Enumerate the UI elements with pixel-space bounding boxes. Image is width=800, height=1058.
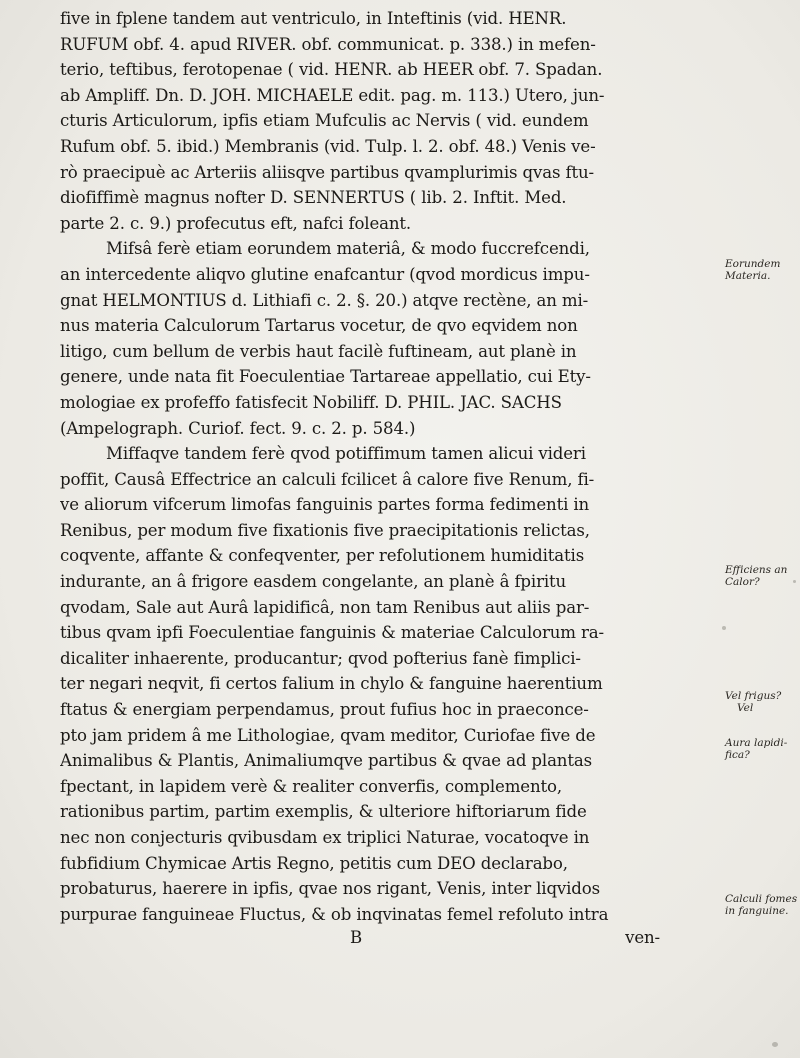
ink-spot [772,1042,778,1047]
margin-note-line: Eorundem [725,258,781,270]
text-line: fpectant, in lapidem verè & realiter converfis, complemento, [60,776,562,796]
signature-mark: B [350,928,363,948]
margin-note [725,737,800,761]
text-line: mologiae ex profeffo fatisfecit Nobiliff. D. PHIL. JAC. SACHS [60,392,562,412]
text-line: an intercedente aliqvo glutine enafcantur (qvod mordicus impu- [60,264,590,284]
ink-spot [722,626,726,630]
margin-note-line: in fanguine. [725,905,789,917]
text-line: purpurae fanguineae Fluctus, & ob inqvinatas femel refoluto intra [60,904,609,924]
text-line: coqvente, affante & confeqventer, per refolutionem humiditatis [60,546,585,566]
margin-note-line: Vel [737,702,754,714]
text-line: genere, unde nata fit Foeculentiae Tartareae appellatio, cui Ety- [60,367,591,387]
text-line: rò praecipuè ac Arteriis aliisqve partibus qvamplurimis qvas ftu- [60,162,594,182]
text-line: (Ampelograph. Curiof. fect. 9. c. 2. p. 584.) [60,418,416,438]
text-line: tibus qvam ipfi Foeculentiae fanguinis & materiae Calculorum ra- [60,623,604,643]
text-line: parte 2. c. 9.) profecutus eft, nafci foleant. [60,213,412,233]
text-line: Animalibus & Plantis, Animaliumqve partibus & qvae ad plantas [60,751,592,771]
text-line: pto jam pridem â me Lithologiae, qvam meditor, Curiofae five de [60,725,596,745]
text-line: ftatus & energiam perpendamus, prout fufius hoc in praeconce- [60,700,589,720]
catchword: ven- [625,928,660,948]
text-line: RUFUM obf. 4. apud RIVER. obf. communicat. p. 338.) in mefen- [60,34,596,54]
text-line: Mifsâ ferè etiam eorundem materiâ, & modo fuccrefcendi, [106,239,590,259]
catch-line [60,927,720,949]
text-line: qvodam, Sale aut Aurâ lapidificâ, non tam Renibus aut aliis par- [60,597,590,617]
margin-note-line: Vel frigus? [725,690,782,702]
text-line: fubfidium Chymicae Artis Regno, petitis cum DEO declarabo, [60,853,568,873]
text-line: Renibus, per modum five fixationis five praecipitationis relictas, [60,520,590,540]
margin-note-line: Calculi fomes [725,893,798,905]
text-line: terio, teftibus, ferotopenae ( vid. HENR. ab HEER obf. 7. Spadan. [60,60,603,80]
text-line: rationibus partim, partim exemplis, & ulteriore hiftoriarum fide [60,802,587,822]
text-line: gnat HELMONTIUS d. Lithiafi c. 2. §. 20.) atqve rectène, an mi- [60,290,589,310]
margin-note-line: Calor? [725,576,760,588]
margin-note [725,690,800,714]
margin-note-line: Efficiens an [725,564,788,576]
ink-spot [793,580,796,583]
margin-note [725,893,800,917]
margin-note-line: Aura lapidi- [725,737,788,749]
text-line: ab Ampliff. Dn. D. JOH. MICHAELE edit. pag. m. 113.) Utero, jun- [60,85,605,105]
text-line: dicaliter inhaerente, producantur; qvod pofterius fanè fimplici- [60,648,581,668]
text-line: nec non conjecturis qvibusdam ex triplici Naturae, vocatoqve in [60,828,590,847]
text-line: diofiffimè magnus nofter D. SENNERTUS ( lib. 2. Inftit. Med. [60,188,567,208]
text-line: ter negari neqvit, fi certos falium in chylo & fanguine haerentium [60,674,603,694]
margin-note [725,564,800,588]
text-line: Miffaqve tandem ferè qvod potiffimum tamen alicui videri [106,444,586,464]
body-text [60,6,720,949]
text-line: poffit, Causâ Effectrice an calculi fcilicet â calore five Renum, fi- [60,469,595,489]
margin-note-line: fica? [725,749,750,761]
text-line: ve aliorum vifcerum limofas fanguinis partes forma fedimenti in [60,495,590,515]
margin-note-line: Materia. [725,270,771,282]
text-line: litigo, cum bellum de verbis haut facilè fuftineam, aut planè in [60,341,577,361]
text-line: cturis Articulorum, ipfis etiam Mufculis ac Nervis ( vid. eundem [60,111,589,131]
text-line: indurante, an â frigore easdem congelante, an planè â fpiritu [60,572,567,592]
margin-note [725,258,800,282]
text-line: probaturus, haerere in ipfis, qvae nos rigant, Venis, inter liqvidos [60,879,600,899]
text-line: nus materia Calculorum Tartarus vocetur, de qvo eqvidem non [60,316,578,336]
text-line: Rufum obf. 5. ibid.) Membranis (vid. Tulp. l. 2. obf. 48.) Venis ve- [60,136,596,156]
text-line: five in fplene tandem aut ventriculo, in Inteftinis (vid. HENR. [60,9,567,28]
